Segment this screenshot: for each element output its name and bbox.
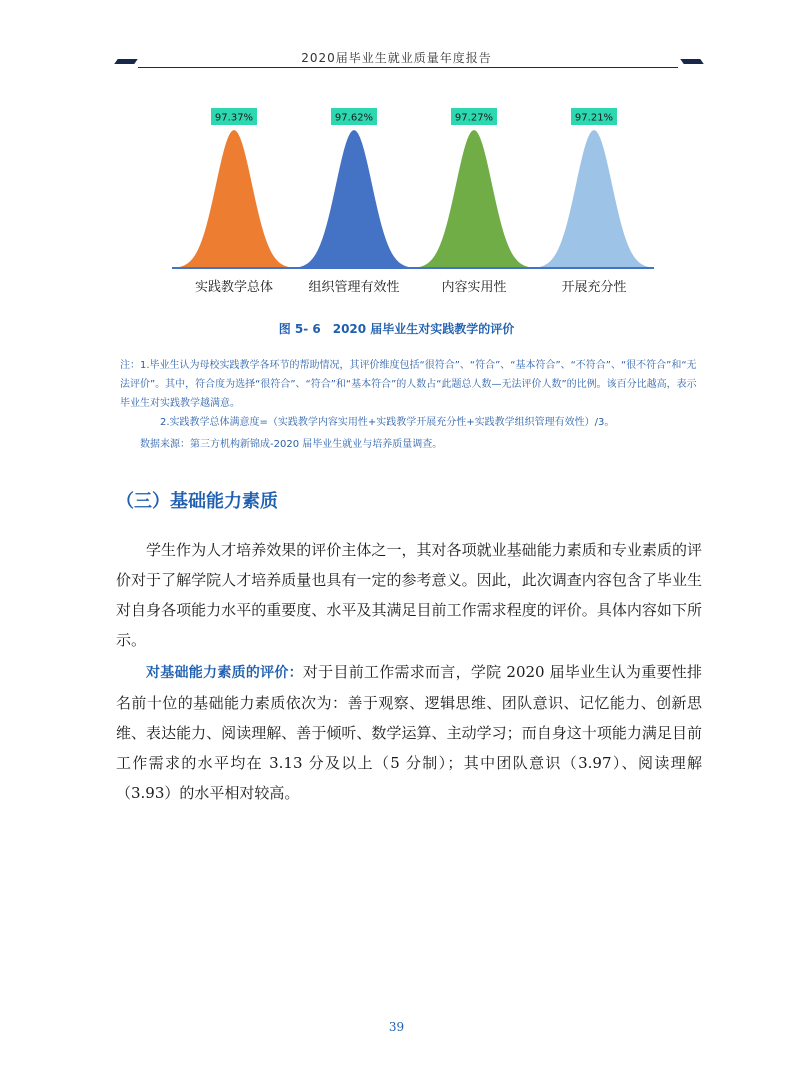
paragraph-2-content: 对于目前工作需求而言，学院 2020 届毕业生认为重要性排名前十位的基础能力素质依次为：善于观察、逻辑思维、团队意识、记忆能力、创新思维、表达能力、阅读理解、善于倾听、数学运算、主动学习；而自身这十项能力满足目前工作需求的水平均在 3.13 分及以上（5 分制）；其中团队意识（3.97）、阅读理解（3.93）的水平相对较高。	[116, 663, 702, 802]
paragraph-1-text: 学生作为人才培养效果的评价主体之一，其对各项就业基础能力素质和专业素质的评价对于了解学院人才培养质量也具有一定的参考意义。因此，此次调查内容包含了毕业生对自身各项能力水平的重要度、水平及其满足目前工作需求程度的评价。具体内容如下所示。	[116, 541, 702, 649]
practice-teaching-evaluation-chart	[150, 100, 670, 310]
body-paragraph-1	[116, 535, 702, 655]
header-rule	[138, 67, 678, 68]
data-label-3: 97.27%	[454, 112, 494, 124]
section-heading: （三）基础能力素质	[116, 491, 278, 512]
running-header-title: 2020届毕业生就业质量年度报告	[301, 51, 492, 65]
category-label-1: 实践教学总体	[194, 280, 274, 295]
data-label-1: 97.37%	[214, 112, 254, 124]
figure-notes	[120, 356, 700, 454]
body-paragraph-2	[116, 657, 702, 808]
data-source-note: 数据来源：第三方机构新锦成-2020 届毕业生就业与培养质量调查。	[140, 439, 443, 450]
bell-mark-4	[532, 130, 656, 268]
data-label-2: 97.62%	[334, 112, 374, 124]
bell-mark-3	[412, 130, 536, 268]
header-decoration-right	[680, 59, 704, 64]
data-label-4: 97.21%	[574, 112, 614, 124]
category-label-4: 开展充分性	[561, 280, 627, 295]
category-label-3: 内容实用性	[441, 280, 507, 295]
bell-mark-1	[172, 130, 296, 268]
category-label-2: 组织管理有效性	[308, 280, 400, 295]
paragraph-2-lead-in: 对基础能力素质的评价：	[146, 665, 303, 681]
paragraph-2-text	[116, 657, 702, 808]
page-number: 39	[388, 1020, 405, 1034]
bell-mark-2	[292, 130, 416, 268]
figure-caption: 图 5- 6 2020 届毕业生对实践教学的评价	[278, 322, 515, 336]
note-1: 注：1.毕业生认为母校实践教学各环节的帮助情况，其评价维度包括“很符合”、“符合”、“基本符合”、“不符合”、“很不符合”和“无法评价”。其中，符合度为选择“很符合”、“符合”和“基本符合”的人数占“此题总人数—无法评价人数”的比例。该百分比越高，表示毕业生对实践教学越满意。	[120, 360, 697, 409]
note-2: 2.实践教学总体满意度=（实践教学内容实用性+实践教学开展充分性+实践教学组织管理有效性）/3。	[160, 417, 615, 428]
